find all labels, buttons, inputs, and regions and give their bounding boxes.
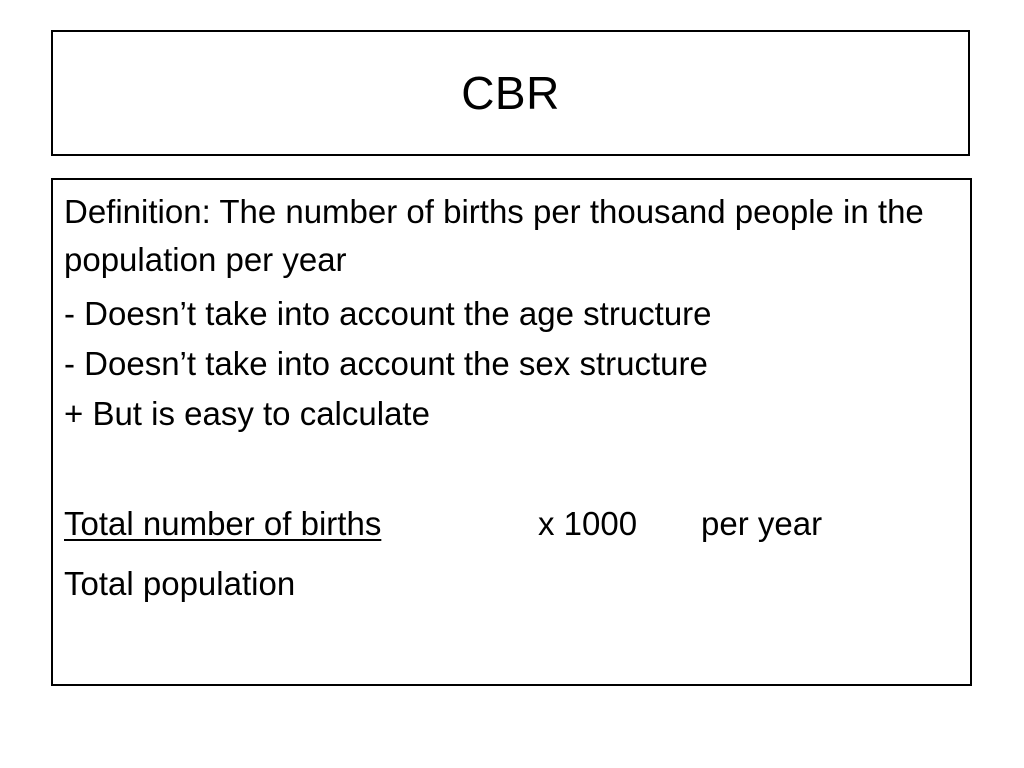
formula-unit: per year (701, 505, 823, 542)
formula-numerator: Total number of births (64, 505, 382, 542)
blank-line (64, 434, 960, 504)
formula-denominator: Total population (64, 565, 296, 602)
title-box (51, 30, 970, 156)
bullet-point-age-structure: - Doesn’t take into account the age structure (64, 295, 712, 332)
formula-numerator-row (64, 504, 960, 544)
bullet-point-easy-to-calculate: + But is easy to calculate (64, 395, 430, 432)
bullet-point-sex-structure: - Doesn’t take into account the sex structure (64, 345, 708, 382)
definition-text: Definition: The number of births per thousand people in the population per year (64, 193, 924, 278)
content-box (51, 178, 972, 686)
formula-multiplier: x 1000 (538, 505, 638, 542)
slide-title: CBR (461, 67, 560, 119)
